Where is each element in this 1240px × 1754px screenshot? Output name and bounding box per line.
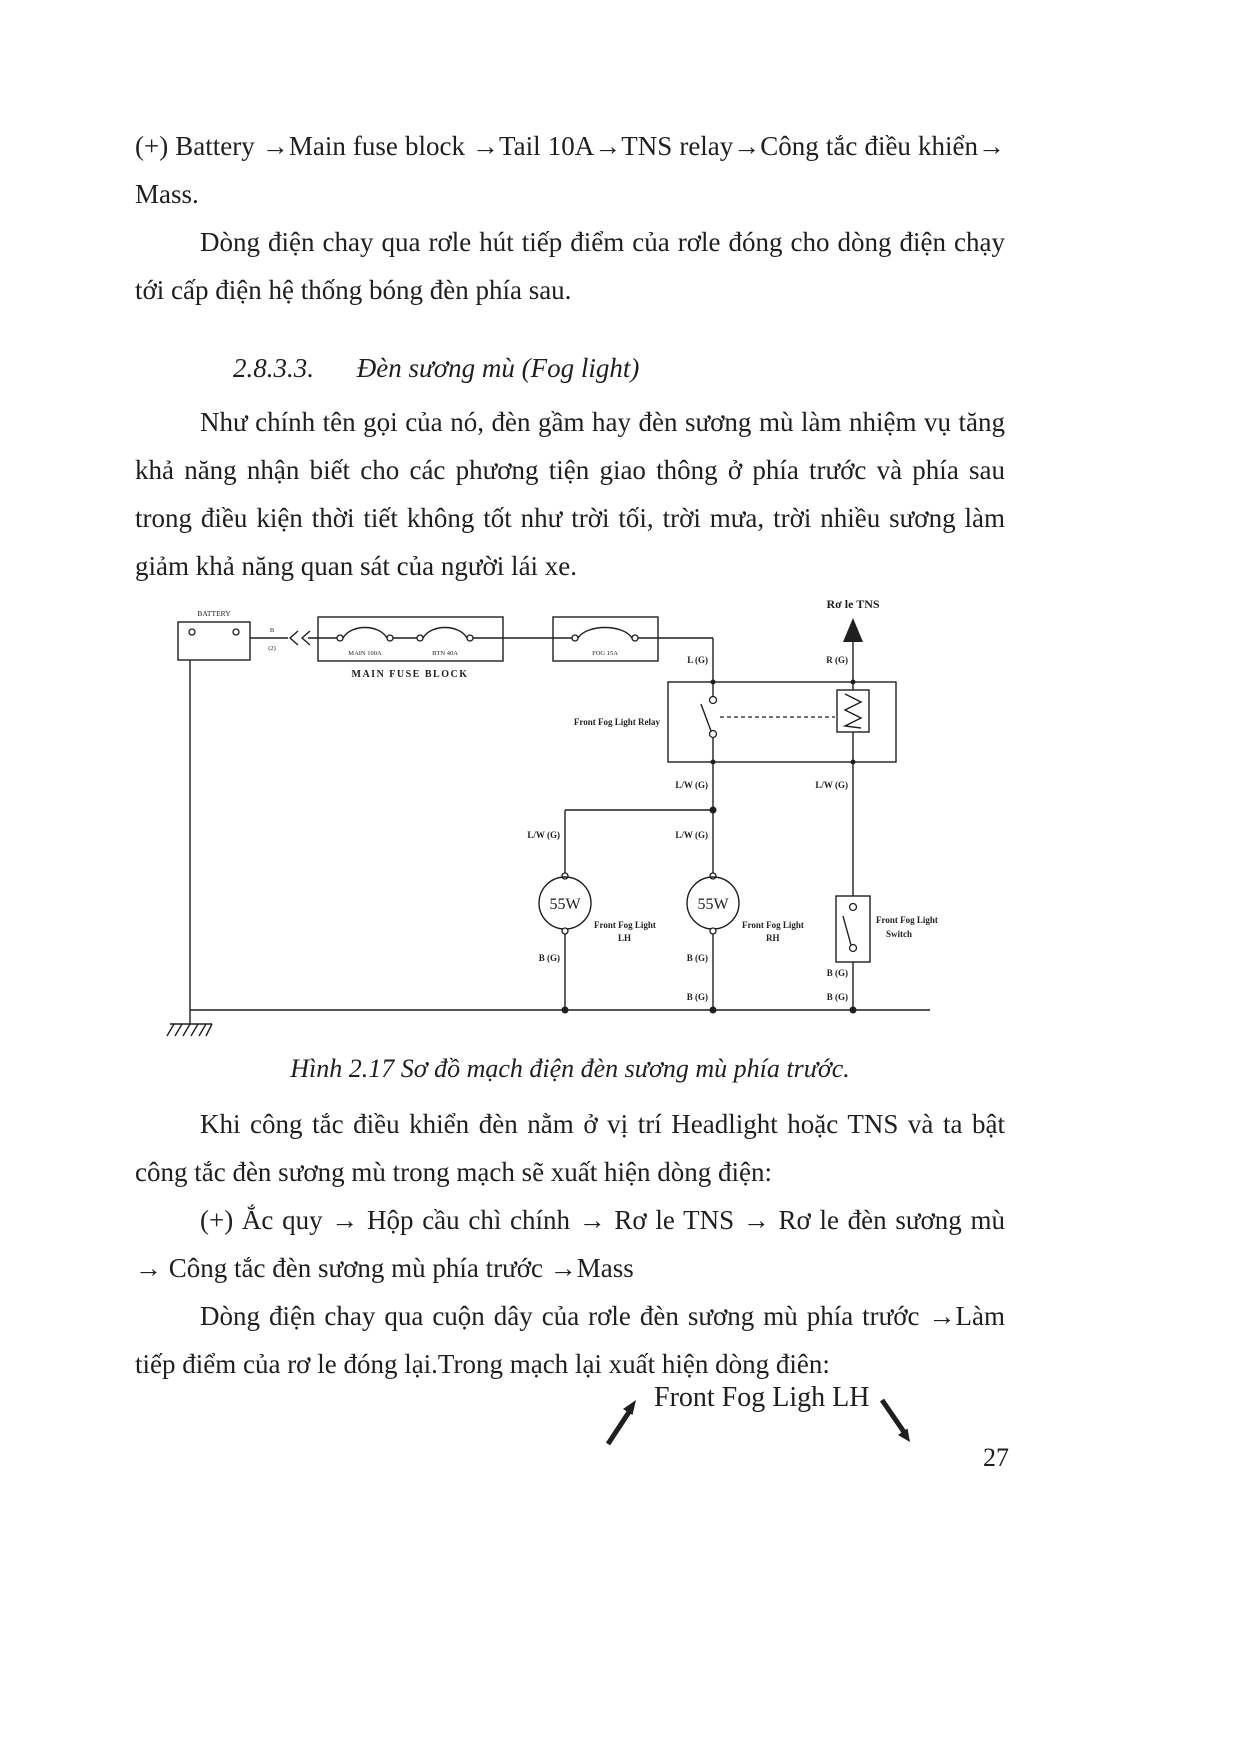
paragraph-relay-closes: Dòng điện chay qua cuộn dây của rơle đèn sương mù phía trước →Làm tiếp điểm của rơ le đóng lại.Trong mạch lại xuất hiện dòng điên: xyxy=(135,1301,1005,1379)
annotation-arrow-se-icon xyxy=(874,1392,926,1452)
front-fog-light-rh-lamp xyxy=(687,873,804,943)
figure-caption: Hình 2.17 Sơ đồ mạch điện đèn sương mù phía trước. xyxy=(290,1054,850,1083)
wire-label-lw-1: L/W (G) xyxy=(675,780,708,790)
wire-label-b-5: B (G) xyxy=(826,992,848,1002)
connector-pin-label: (2) xyxy=(268,645,276,652)
battery-label: BATTERY xyxy=(197,609,231,618)
ground-symbol xyxy=(167,1010,212,1036)
tns-relay-arrow xyxy=(826,597,879,642)
wire-label-l: L (G) xyxy=(687,655,708,665)
annotation-arrow-ne-icon xyxy=(598,1392,646,1452)
lamp-rh-label-line2: RH xyxy=(766,933,780,943)
arrow-up-icon xyxy=(843,618,863,642)
battery-symbol xyxy=(178,609,250,660)
lamp-rh-wattage: 55W xyxy=(697,896,729,913)
lamp-rh-label-line1: Front Fog Light xyxy=(742,920,804,930)
wire-label-b-1: B (G) xyxy=(538,953,560,963)
fuse-main-label: MAIN 100A xyxy=(348,650,382,657)
fuse-btn-label: BTN 40A xyxy=(432,650,458,657)
diagram-wires xyxy=(190,638,930,1014)
connector-symbol xyxy=(268,627,310,652)
paragraph-fog-light-intro: Như chính tên gọi của nó, đèn gầm hay đèn sương mù làm nhiệm vụ tăng khả năng nhận biết cho các phương tiện giao thông ở phía trước và phía sau trong điều kiện thời tiết không tốt như trời tối, trời mưa, trời nhiều sương làm giảm khả năng quan sát của người lái xe. xyxy=(135,407,1005,581)
tns-relay-label: Rơ le TNS xyxy=(826,597,880,611)
paragraph-switch-condition: Khi công tắc điều khiển đèn nằm ở vị trí Headlight hoặc TNS và ta bật công tắc đèn sương mù trong mạch sẽ xuất hiện dòng điện: xyxy=(135,1109,1005,1187)
relay-label: Front Fog Light Relay xyxy=(573,717,660,727)
document-content xyxy=(135,122,1005,1388)
callout-text: Front Fog Ligh LH xyxy=(654,1382,870,1413)
switch-label-line2: Switch xyxy=(886,929,913,939)
wire-label-b-2: B (G) xyxy=(686,953,708,963)
paragraph-circuit-path-tns: (+) Battery →Main fuse block →Tail 10A→TNS relay→Công tắc điều khiển→ Mass. xyxy=(135,131,1005,209)
section-title: Đèn sương mù (Fog light) xyxy=(356,353,640,383)
front-fog-light-relay xyxy=(574,680,896,765)
wire-label-lw-3: L/W (G) xyxy=(527,830,560,840)
main-fuse-block xyxy=(318,617,503,680)
circuit-diagram xyxy=(140,590,1010,1055)
relay-coil-icon xyxy=(845,694,861,728)
paragraph-relay-operation: Dòng điện chay qua rơle hút tiếp điểm của rơle đóng cho dòng điện chạy tới cấp điện hệ thống bóng đèn phía sau. xyxy=(135,227,1005,305)
lamp-lh-label-line2: LH xyxy=(618,933,632,943)
circuit-diagram-figure xyxy=(140,590,1010,1055)
front-fog-light-lh-lamp xyxy=(539,873,656,943)
lamp-lh-wattage: 55W xyxy=(549,896,581,913)
section-number: 2.8.3.3. xyxy=(233,353,314,383)
section-heading xyxy=(135,344,1005,392)
wire-label-lw-2: L/W (G) xyxy=(815,780,848,790)
lamp-lh-label-line1: Front Fog Light xyxy=(594,920,656,930)
wire-label-b-3: B (G) xyxy=(686,992,708,1002)
paragraph-circuit-path-fog: (+) Ắc quy → Hộp cầu chì chính → Rơ le TNS → Rơ le đèn sương mù → Công tắc đèn sương mù phía trước →Mass xyxy=(135,1205,1005,1283)
switch-label-line1: Front Fog Light xyxy=(876,915,938,925)
main-fuse-block-label: MAIN FUSE BLOCK xyxy=(351,669,469,680)
front-fog-light-switch xyxy=(836,896,938,962)
connector-wire-label: B xyxy=(269,627,275,634)
fog-fuse-box xyxy=(553,617,658,661)
page-number: 27 xyxy=(983,1443,1009,1472)
wire-label-lw-4: L/W (G) xyxy=(675,830,708,840)
fuse-fog-label: FOG 15A xyxy=(592,650,618,657)
front-fog-callout xyxy=(598,1378,938,1458)
wire-label-b-4: B (G) xyxy=(826,968,848,978)
wire-label-r: R (G) xyxy=(826,655,848,665)
